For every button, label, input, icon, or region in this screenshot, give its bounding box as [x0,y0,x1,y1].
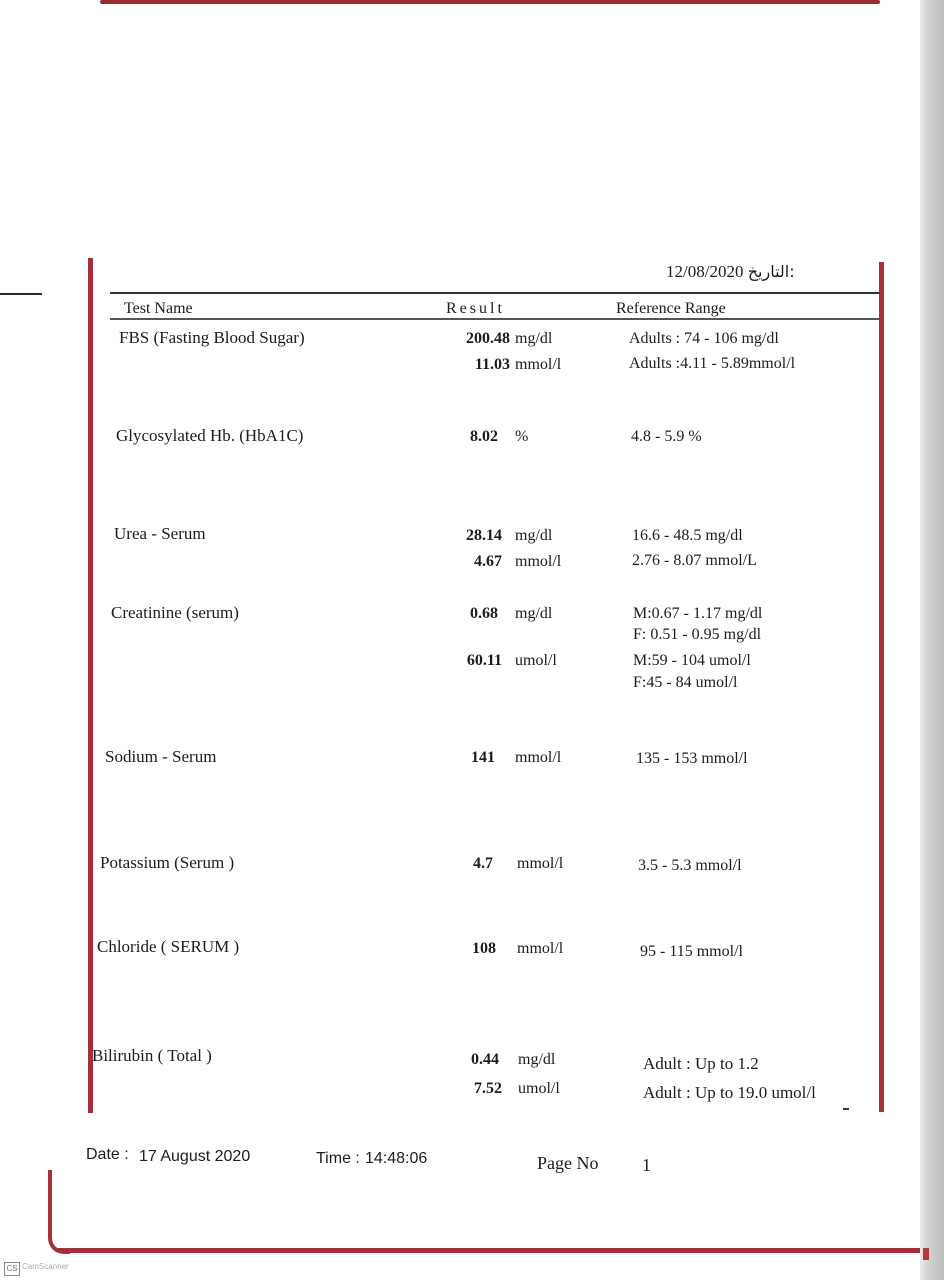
camscanner-watermark: CamScanner [22,1262,69,1271]
left-border [88,258,93,1113]
reference-range: Adults : 74 - 106 mg/dl [629,330,779,347]
reference-range: M:59 - 104 umol/l [633,652,751,669]
report-date-value: 12/08/2020 [666,262,744,281]
reference-range: 135 - 153 mmol/l [636,750,748,767]
camscanner-logo: CS [4,1262,20,1276]
result-value: 4.67 [474,553,502,570]
dash-mark [843,1108,849,1110]
result-unit: umol/l [515,652,557,669]
test-name: Creatinine (serum) [111,603,239,622]
footer-time-label: Time : [316,1150,360,1167]
reference-range: Adult : Up to 1.2 [643,1054,759,1073]
result-value: 0.68 [470,605,498,622]
result-value: 200.48 [466,330,510,347]
result-unit: mg/dl [515,527,553,544]
reference-range: 3.5 - 5.3 mmol/l [638,857,742,874]
report-date [666,262,795,282]
report-date-label: التاريخ: [747,262,795,281]
reference-range: F: 0.51 - 0.95 mg/dl [633,626,762,643]
test-name: Chloride ( SERUM ) [97,937,240,956]
corner-mark [923,1248,929,1260]
test-name: Urea - Serum [114,524,206,543]
result-value: 11.03 [474,356,510,373]
result-unit: mmol/l [517,940,564,957]
result-unit: mmol/l [515,356,562,373]
test-name: FBS (Fasting Blood Sugar) [119,328,305,347]
result-unit: % [515,428,529,445]
result-unit: mg/dl [515,605,553,622]
page-edge-shadow [920,0,944,1280]
test-name: Sodium - Serum [105,747,217,766]
result-unit: mg/dl [515,330,553,347]
test-name: Bilirubin ( Total ) [92,1046,212,1065]
bottom-border [58,1248,920,1253]
column-header-reference-range: Reference Range [616,300,726,317]
column-header-test-name: Test Name [124,300,193,317]
footer-date-label: Date : [86,1146,129,1163]
reference-range: M:0.67 - 1.17 mg/dl [633,605,763,622]
result-unit: mmol/l [515,749,562,766]
result-unit: umol/l [518,1080,560,1097]
footer-date-value: 17 August 2020 [139,1148,251,1165]
result-unit: mg/dl [518,1051,556,1068]
result-value: 4.7 [473,855,493,872]
result-value: 28.14 [466,527,502,544]
footer-time-value: 14:48:06 [365,1150,428,1167]
scan-mark [0,293,42,295]
reference-range: 16.6 - 48.5 mg/dl [632,527,743,544]
result-value: 7.52 [474,1080,502,1097]
reference-range: 2.76 - 8.07 mmol/L [632,552,757,569]
reference-range: Adult : Up to 19.0 umol/l [643,1083,816,1102]
frame-corner [48,1170,70,1254]
result-value: 60.11 [466,652,502,669]
footer-page-number: 1 [642,1155,651,1175]
result-value: 141 [471,749,495,766]
test-name: Glycosylated Hb. (HbA1C) [116,426,304,445]
result-unit: mmol/l [515,553,562,570]
test-name: Potassium (Serum ) [100,853,235,872]
footer-page-label: Page No [537,1153,599,1173]
reference-range: 95 - 115 mmol/l [640,943,743,960]
result-value: 8.02 [470,428,498,445]
result-value: 0.44 [471,1051,499,1068]
reference-range: 4.8 - 5.9 % [631,428,702,445]
result-value: 108 [472,940,496,957]
header-rule [110,292,880,294]
result-unit: mmol/l [517,855,564,872]
column-header-result: Result [446,300,505,317]
header-sub-rule [110,318,880,320]
reference-range: Adults :4.11 - 5.89mmol/l [629,355,796,372]
right-border [879,262,884,1112]
reference-range: F:45 - 84 umol/l [633,674,738,691]
top-border [100,0,880,4]
